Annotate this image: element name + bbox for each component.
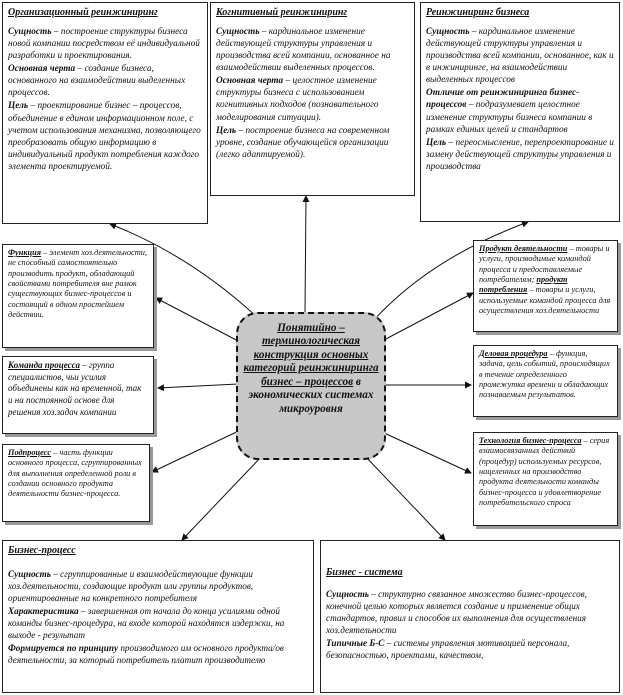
arrow-to-produkt bbox=[384, 293, 473, 340]
reb-otl-label: Отличие от реинжиниринга бизнес-процессов bbox=[426, 88, 580, 111]
arrow-to-func bbox=[156, 298, 240, 342]
arrow-to-bs bbox=[365, 456, 445, 540]
function-text: – элемент хоз.деятельности, не способный самостоятельно производить продукт, обладающий свойствами потребителя вне рамок существующих бизнес-процессов и состоящий в одном простейшем действии. bbox=[8, 248, 147, 320]
bp-form-text: производимого им основного продукта/ов деятельности, за который потребитель платит производителю bbox=[8, 642, 284, 665]
business-procedure-label: Деловая процедура bbox=[479, 349, 548, 358]
activity-product-label: Продукт деятельности bbox=[479, 244, 568, 253]
kog-cherta-label: Основная черта bbox=[216, 76, 284, 87]
bp-sush-label: Сущность bbox=[8, 569, 51, 579]
function-label: Функция bbox=[8, 248, 42, 257]
kog-cel-label: Цель bbox=[216, 125, 237, 136]
kog-sush-label: Сущность bbox=[216, 27, 260, 37]
org-cherta-text: – создание бизнеса, основанного на взаимодействии выделенных процессов. bbox=[8, 64, 186, 99]
central-subtitle: в экономических системах микроуровня bbox=[248, 375, 374, 415]
bs-tip-text: – системы управления мотивацией персонала, безопасностью, проектами, качеством, bbox=[326, 637, 570, 660]
org-cel-label: Цель bbox=[8, 101, 29, 112]
org-title: Организационный реинжиниринг bbox=[8, 7, 158, 18]
arrow-to-bp bbox=[182, 456, 262, 540]
bp-har-text: – завершенная от начала до конца усилиями одной команды бизнес-процедура, на входе которой находятся издержки, на выходе - результат bbox=[8, 605, 285, 640]
subprocess-label: Подпроцесс bbox=[8, 448, 52, 457]
arrow-to-kog bbox=[305, 196, 306, 312]
process-technology-text: – серия взаимосвязанных действий (процедур) используемых ресурсов, нацеленных на производство продукта деятельности команды бизнес-процесса и удовлетворение потребительского спроса bbox=[479, 436, 610, 508]
org-reengineering-box bbox=[2, 2, 208, 224]
bp-form-label: Формируется по принципу bbox=[8, 642, 119, 653]
activity-product-text: – товары и услуги, производимые командой процесса и предоставляемые потребителям; bbox=[479, 244, 610, 285]
org-cel-text: – проектирование бизнес – процессов, объединение в едином информационном поле, с учетом использования механизма, позволяющего преобразовать общую информацию в индивидуальный продукт потребления каждого элемента проектируемой. bbox=[8, 101, 201, 172]
business-procedure-box bbox=[473, 345, 618, 417]
subprocess-box bbox=[2, 444, 150, 522]
bs-tip-label: Типичные Б-С bbox=[326, 637, 385, 648]
kog-cel-text: – построение бизнеса на современном уровне, создание обучающейся организации (легко адаптируемой). bbox=[216, 125, 390, 160]
process-team-label: Команда процесса bbox=[8, 360, 80, 370]
reb-sush-text: – кардинальное изменение действующей структуры управления и производства всей компании, основанное, как и в инжиниринге, на взаимодействии выделенных процессов bbox=[426, 27, 614, 86]
process-technology-box bbox=[473, 432, 618, 526]
kog-sush-text: – кардинальное изменение действующей структуры управления и производства всей компании, основанное на взаимодействии выделенных процессов. bbox=[216, 27, 391, 74]
org-cherta-label: Основная черта bbox=[8, 64, 76, 75]
kog-reengineering-box bbox=[210, 2, 415, 196]
reb-cel-label: Цель bbox=[426, 137, 447, 148]
org-sush-label: Сущность bbox=[8, 27, 52, 37]
function-box bbox=[2, 244, 154, 348]
consumption-product-text: – товары и услуги, используемые командой процесса для осуществления хоз.деятельности bbox=[479, 285, 611, 316]
kog-cherta-text: – целостное изменение структуры бизнеса с использованием когнитивных подходов (познавательного моделирования ситуации). bbox=[216, 76, 379, 123]
arrow-to-tehnologiya bbox=[382, 432, 471, 473]
activity-product-box bbox=[473, 240, 618, 332]
consumption-product-label: продукт потребления bbox=[479, 275, 568, 295]
process-technology-label: Технология бизнес-процесса bbox=[479, 436, 582, 445]
business-procedure-text: – функция, задача, цель событий, происходящих в течение определенного промежутка времени и обладающих познаваемым результатов. bbox=[479, 349, 610, 400]
central-concept-box bbox=[236, 312, 386, 460]
bp-title: Бизнес-процесс bbox=[8, 545, 76, 556]
process-team-text: – группа специалистов, чьи усилия объединены как на временной, так и на постоянной основе для решения хоз.задач компании bbox=[8, 360, 142, 417]
bp-har-label: Характеристика bbox=[8, 605, 79, 616]
business-process-box bbox=[2, 540, 314, 693]
reb-cel-text: – переосмысление, перепроектирование и замену действующей структуры управления и производства bbox=[426, 137, 614, 172]
business-system-box bbox=[320, 540, 620, 693]
arrow-to-komanda bbox=[158, 384, 238, 388]
org-sush-text: – построение структуры бизнеса новой компании посредством её индивидуальной разработки и проектирования. bbox=[8, 27, 200, 62]
reb-sush-label: Сущность bbox=[426, 27, 470, 37]
process-team-box bbox=[2, 356, 154, 434]
business-reengineering-box bbox=[420, 2, 620, 222]
bs-sush-label: Сущность bbox=[326, 589, 369, 599]
bs-sush-text: – структурно связанное множество бизнес-процессов, конечной целью которых является создание и применение общих стандартов, правил и способов их выполнения для осуществления хоз.деятельности bbox=[326, 589, 587, 635]
reb-otl-text: – подразумевает целостное изменение структуры бизнеса компании в рамках единых целей и стандартов bbox=[426, 100, 593, 135]
bs-title: Бизнес - система bbox=[326, 567, 403, 578]
bp-sush-text: – сгруппированные и взаимодействующие функции хоз.деятельности, создающие продукт или группы продуктов, ориентированные на конкретного потребителя bbox=[8, 569, 254, 603]
subprocess-text: – часть функции основного процесса, сгруппированных для выполнения определенной роли в создании основного продукта деятельности бизнес-процесса. bbox=[8, 448, 142, 499]
arrow-to-podproc bbox=[152, 428, 245, 472]
central-title: Понятийно – терминологическая конструкция основных категорий реинжиниринга бизнес – процессов bbox=[243, 322, 379, 388]
kog-title: Когнитивный реинжиниринг bbox=[216, 7, 348, 18]
reb-title: Реинжиниринг бизнеса bbox=[426, 7, 530, 18]
